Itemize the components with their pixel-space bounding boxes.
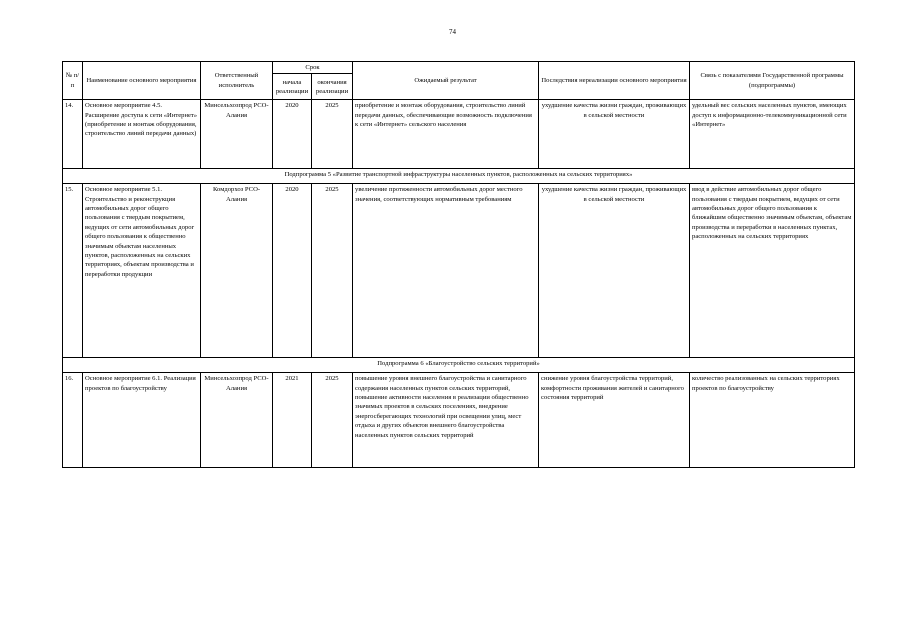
subprogram-title: Подпрограмма 6 «Благоустройство сельских территорий» [63,358,855,373]
measures-table [62,61,855,468]
header-link: Связь с показателями Государственной программы (подпрограммы) [690,62,855,100]
expected-result: увеличение протяженности автомобильных дорог местного значения, соответствующих нормативным требованиям [353,184,539,358]
row-number: 14. [63,100,83,169]
responsible-executor: Комдорхоз РСО-Алания [201,184,273,358]
measure-name: Основное мероприятие 6.1. Реализация проектов по благоустройству [83,373,201,468]
term-end: 2025 [312,373,353,468]
header-num: № п/п [63,62,83,100]
program-indicator-link: удельный вес сельских населенных пунктов, имеющих доступ к информационно-телекоммуникационной сети «Интернет» [690,100,855,169]
program-indicator-link: количество реализованных на сельских территориях проектов по благоустройству [690,373,855,468]
page-number: 74 [449,28,456,36]
non-implementation-consequences: ухудшение качества жизни граждан, проживающих в сельской местности [539,184,690,358]
term-end: 2025 [312,100,353,169]
non-implementation-consequences: снижение уровня благоустройства территорий, комфортности проживания жителей и санитарного состояния территорий [539,373,690,468]
program-indicator-link: ввод в действие автомобильных дорог общего пользования с твердым покрытием, ведущих от сети автомобильных дорог общего пользования к ближайшим общественно значимым объектам, объектам производства и переработки в населенных пунктах, расположенных на сельских территориях [690,184,855,358]
term-start: 2020 [273,100,312,169]
header-term-start: начала реализации [273,74,312,100]
non-implementation-consequences: ухудшение качества жизни граждан, проживающих в сельской местности [539,100,690,169]
expected-result: повышение уровня внешнего благоустройства и санитарного содержания населенных пунктов сельских территорий, повышение активности населения в реализации общественно значимых проектов в сельских поселениях, внедрение энергосберегающих технологий при освещении улиц, мест отдыха и других объектов внешнего благоустройства населенных пунктов сельских территорий [353,373,539,468]
term-end: 2025 [312,184,353,358]
term-start: 2020 [273,184,312,358]
measure-name: Основное мероприятие 5.1. Строительство и реконструкция автомобильных дорог общего пользования с твердым покрытием, ведущих от сети автомобильных дорог общего пользования к общественно значимым объектам населенных пунктов, расположенных на сельских территориях, объектам производства и переработки продукции [83,184,201,358]
table-row [63,100,855,169]
responsible-executor: Минсельхозпрод РСО-Алания [201,373,273,468]
expected-result: приобретение и монтаж оборудования, строительство линий передачи данных, обеспечивающие возможность подключения к сети «Интернет» сельского населения [353,100,539,169]
header-term: Срок [273,62,353,74]
header-responsible: Ответственный исполнитель [201,62,273,100]
header-term-end: окончания реализации [312,74,353,100]
header-name: Наименование основного мероприятия [83,62,201,100]
table-row [63,184,855,358]
responsible-executor: Минсельхозпрод РСО-Алания [201,100,273,169]
row-number: 16. [63,373,83,468]
subprogram-row [63,358,855,373]
row-number: 15. [63,184,83,358]
measure-name: Основное мероприятие 4.5. Расширение доступа к сети «Интернет» (приобретение и монтаж оборудования, строительство линий передачи данных) [83,100,201,169]
subprogram-title: Подпрограмма 5 «Развитие транспортной инфраструктуры населенных пунктов, расположенных на сельских территориях» [63,169,855,184]
subprogram-row [63,169,855,184]
table-row [63,373,855,468]
header-consequences: Последствия нереализации основного мероприятия [539,62,690,100]
header-expected: Ожидаемый результат [353,62,539,100]
term-start: 2021 [273,373,312,468]
